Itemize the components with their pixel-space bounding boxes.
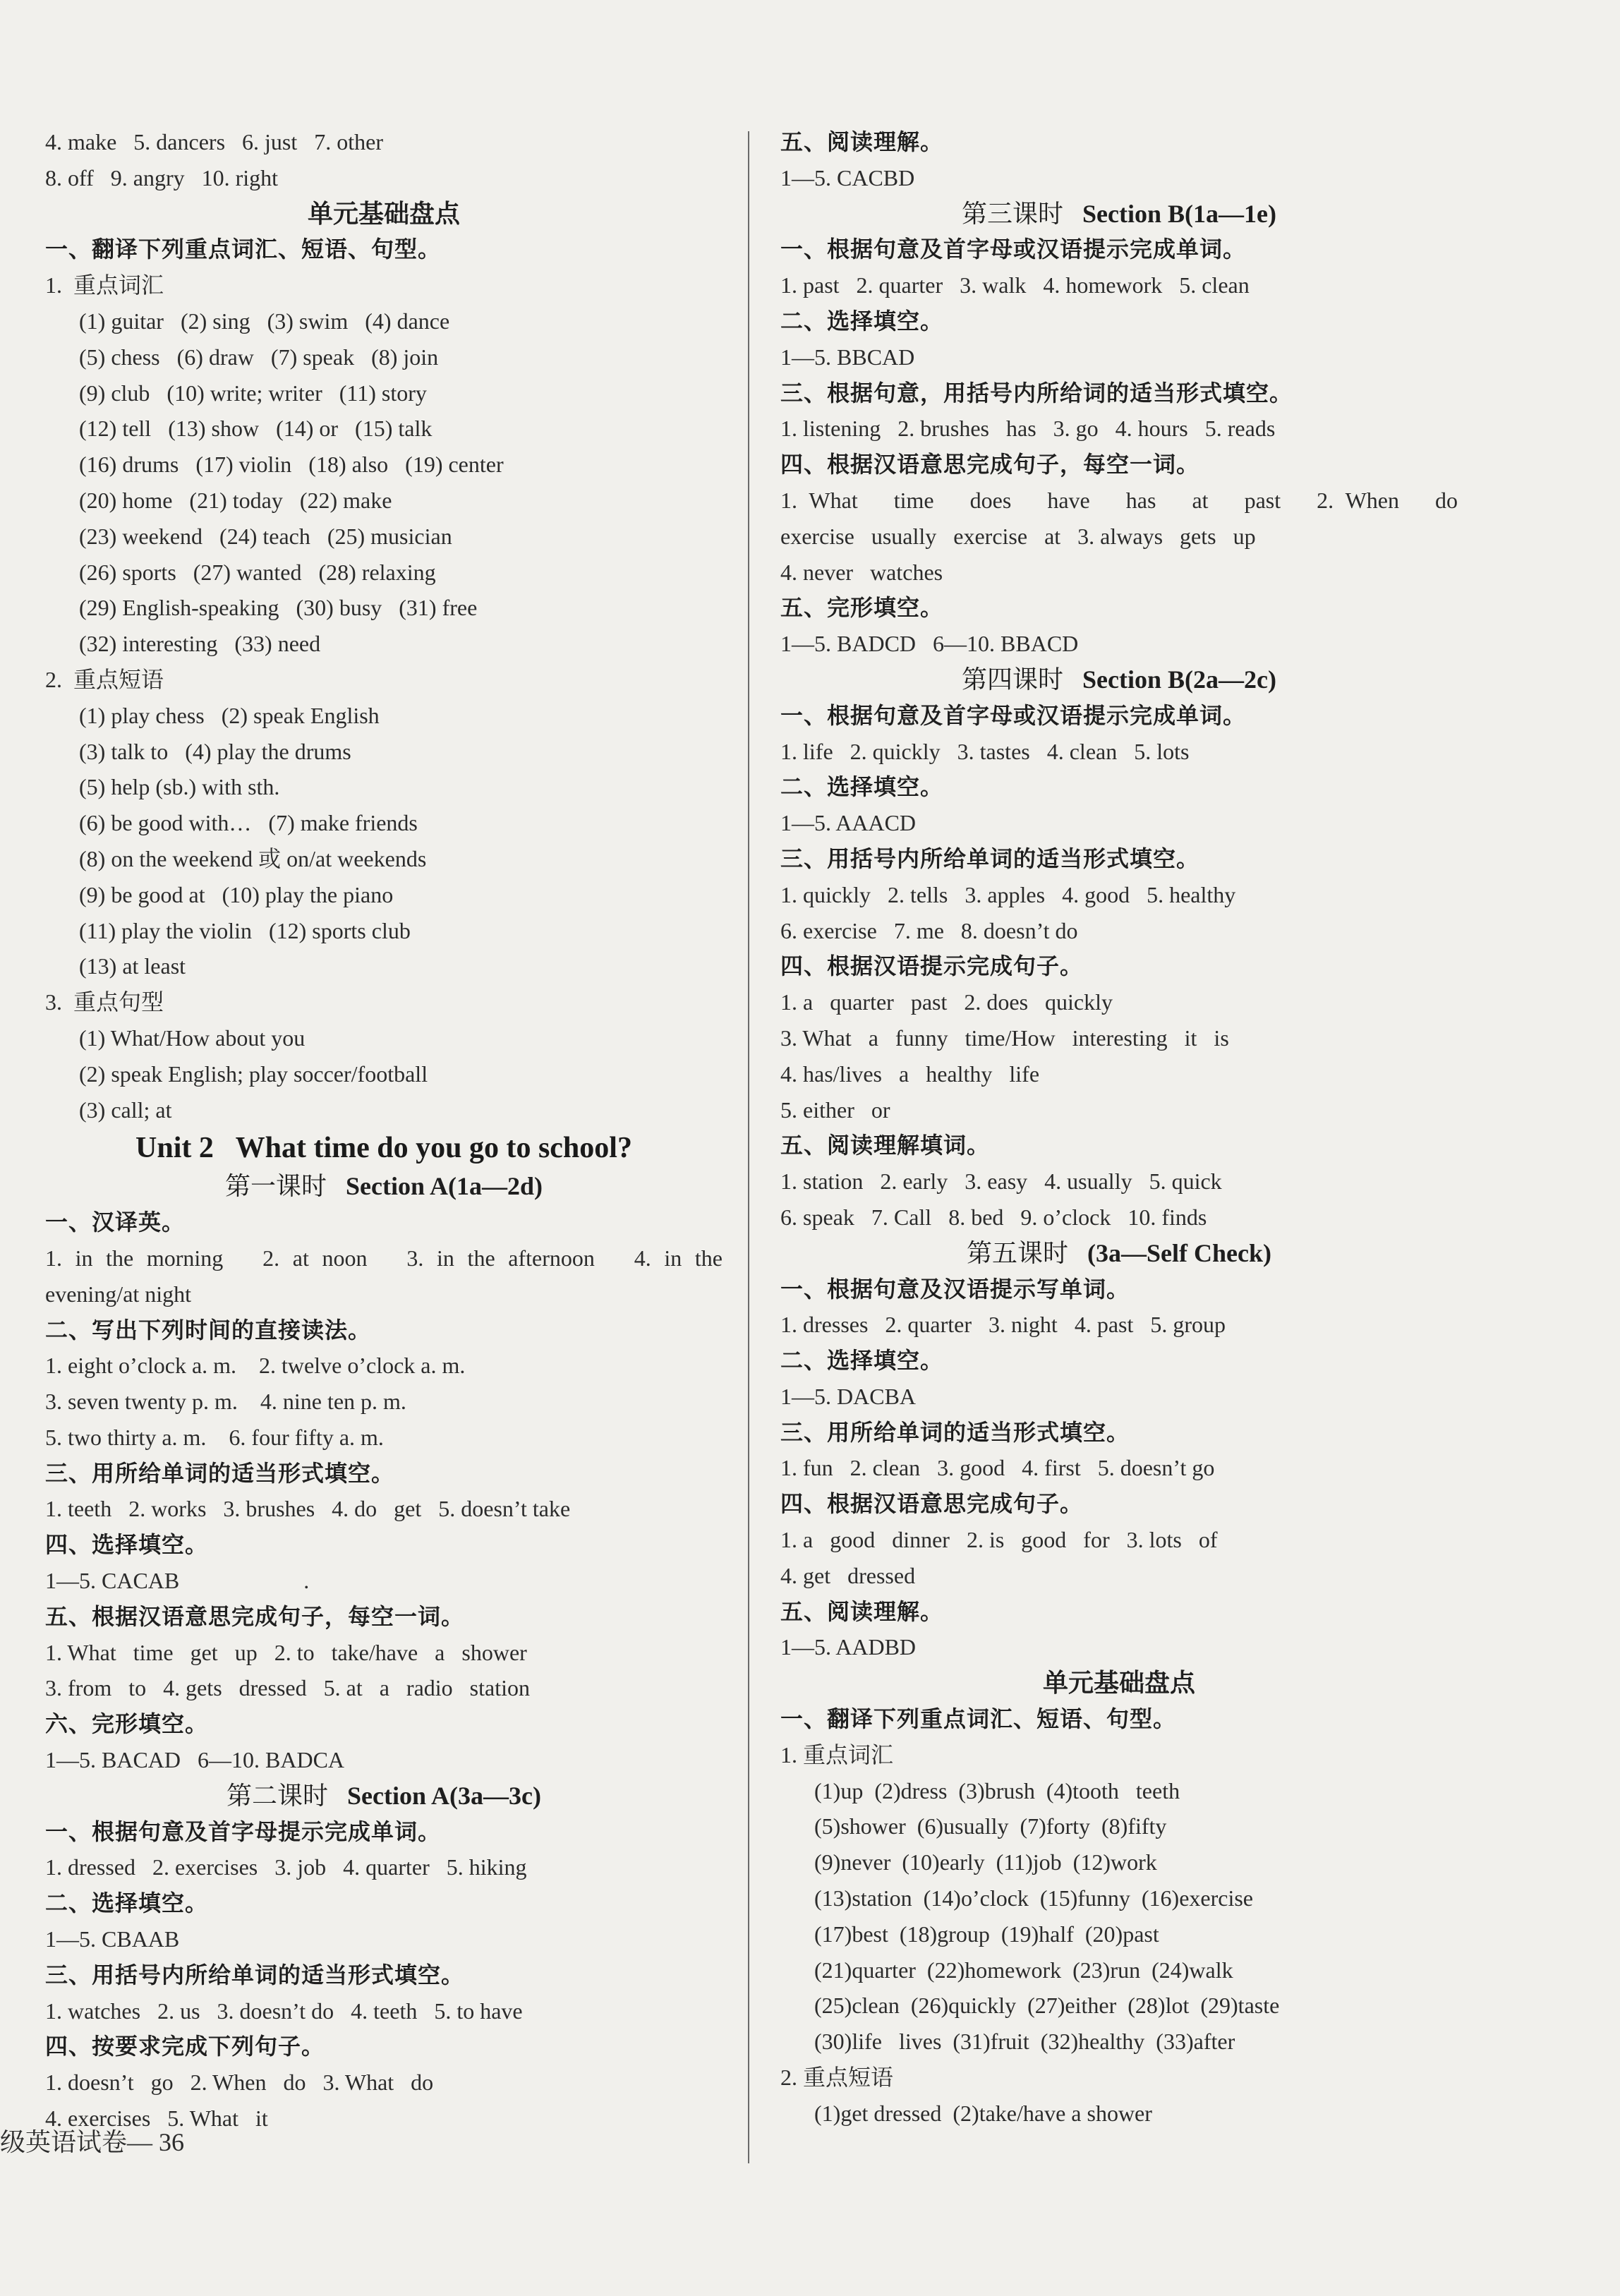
answer-line: 1. watches 2. us 3. doesn’t do 4. teeth 5. to have	[45, 1998, 523, 2024]
lesson-section: Section B(2a—2c)	[1082, 665, 1276, 694]
answer-line-indented: (11) play the violin (12) sports club	[79, 917, 411, 943]
answer-line: 1. doesn’t go 2. When do 3. What do	[45, 2070, 434, 2096]
answer-line: 1—5. BADCD 6—10. BBACD	[780, 631, 1079, 657]
answer-line: 4. get dressed	[780, 1562, 916, 1588]
answer-line-indented: (5)shower (6)usually (7)forty (8)fifty	[814, 1813, 1167, 1839]
answer-line-indented: (29) English-speaking (30) busy (31) free	[79, 595, 478, 621]
answer-line-indented: (1) What/How about you	[79, 1025, 306, 1051]
answer-line: 6. speak 7. Call 8. bed 9. o’clock 10. finds	[780, 1204, 1207, 1230]
answer-line-indented: (1) play chess (2) speak English	[79, 702, 380, 728]
section-heading: 三、根据句意，用括号内所给词的适当形式填空。	[780, 380, 1293, 406]
answer-line: 8. off 9. angry 10. right	[45, 164, 279, 191]
section-heading: 五、根据汉语意思完成句子，每空一词。	[45, 1603, 465, 1629]
answer-line: 1—5. BACAD 6—10. BADCA	[45, 1747, 345, 1773]
answer-line: 1. teeth 2. works 3. brushes 4. do get 5. doesn’t take	[45, 1496, 571, 1522]
answer-line-indented: (2) speak English; play soccer/football	[79, 1061, 428, 1087]
answer-line-indented: (1)get dressed (2)take/have a shower	[814, 2100, 1152, 2126]
lesson-section: Section A(1a—2d)	[346, 1172, 543, 1201]
lesson-title	[45, 1168, 723, 1204]
section-heading: 四、根据汉语提示完成句子。	[780, 953, 1084, 979]
lesson-number: 第三课时	[962, 199, 1083, 228]
answer-line: 6. exercise 7. me 8. doesn’t do	[780, 917, 1078, 943]
answer-line: 2. 重点短语	[45, 666, 164, 692]
lesson-section: Section B(1a—1e)	[1082, 199, 1276, 228]
section-heading: 二、写出下列时间的直接读法。	[45, 1317, 372, 1343]
lesson-title	[780, 196, 1458, 232]
answer-line: 5. either or	[780, 1096, 890, 1123]
answer-line: 1. a good dinner 2. is good for 3. lots of	[780, 1527, 1218, 1553]
section-heading: 一、翻译下列重点词汇、短语、句型。	[780, 1706, 1177, 1732]
section-heading: 二、选择填空。	[780, 308, 944, 334]
answer-line-indented: (13) at least	[79, 953, 186, 979]
answer-line: 5. two thirty a. m. 6. four fifty a. m.	[45, 1424, 384, 1450]
unit-review-title: 单元基础盘点	[1042, 1669, 1195, 1698]
answer-line: 4. never watches	[780, 559, 943, 585]
answer-line: 1. fun 2. clean 3. good 4. first 5. doesn’t go	[780, 1455, 1215, 1481]
answer-line-indented: (3) talk to (4) play the drums	[79, 738, 351, 764]
answer-line-indented: (21)quarter (22)homework (23)run (24)walk	[814, 1957, 1233, 1983]
answer-line: 3. seven twenty p. m. 4. nine ten p. m.	[45, 1389, 406, 1415]
section-heading: 一、翻译下列重点词汇、短语、句型。	[45, 236, 442, 262]
section-heading: 四、选择填空。	[45, 1532, 209, 1558]
lesson-title	[780, 662, 1458, 698]
answer-line-indented: (8) on the weekend 或 on/at weekends	[79, 845, 427, 871]
section-heading: 一、根据句意及首字母提示完成单词。	[45, 1818, 442, 1844]
answer-line-indented: (26) sports (27) wanted (28) relaxing	[79, 559, 436, 585]
answer-line-indented: (1)up (2)dress (3)brush (4)tooth teeth	[814, 1777, 1180, 1803]
answer-line-indented: (5) help (sb.) with sth.	[79, 774, 280, 800]
section-heading: 二、选择填空。	[780, 1348, 944, 1374]
answer-line: 1. 重点词汇	[45, 272, 164, 298]
left-column	[45, 124, 723, 2137]
section-heading: 四、按要求完成下列句子。	[45, 2034, 325, 2060]
answer-line: 1. dressed 2. exercises 3. job 4. quarter 5. hiking	[45, 1854, 527, 1880]
section-heading: 五、阅读理解。	[780, 1598, 944, 1624]
lesson-title	[45, 1778, 723, 1814]
answer-line: evening/at night	[45, 1281, 192, 1307]
answer-line: 1—5. CACBD	[780, 164, 915, 191]
answer-line: 1. listening 2. brushes has 3. go 4. hours 5. reads	[780, 416, 1276, 442]
answer-line-indented: (3) call; at	[79, 1096, 172, 1123]
answer-line: 4. exercises 5. What it	[45, 2105, 268, 2132]
answer-line: 1—5. BBCAD	[780, 344, 915, 370]
lesson-number: 第四课时	[962, 665, 1083, 694]
answer-line-indented: (23) weekend (24) teach (25) musician	[79, 523, 452, 549]
column-divider	[748, 131, 749, 2163]
section-heading: 一、根据句意及汉语提示写单词。	[780, 1276, 1130, 1302]
section-heading: 五、阅读理解。	[780, 129, 944, 155]
lesson-section: Section A(3a—3c)	[347, 1781, 541, 1810]
answer-line-indented: (32) interesting (33) need	[79, 631, 321, 657]
answer-line: 1. in the morning 2. at noon 3. in the afternoon 4. in the	[45, 1245, 723, 1271]
lesson-number: 第一课时	[224, 1172, 346, 1201]
answer-line-indented: (9) club (10) write; writer (11) story	[79, 380, 427, 406]
answer-line-indented: (20) home (21) today (22) make	[79, 487, 392, 513]
answer-line: 1—5. DACBA	[780, 1383, 917, 1409]
lesson-number: 第五课时	[967, 1238, 1088, 1267]
answer-line: 1—5. AAACD	[780, 810, 917, 836]
answer-line: exercise usually exercise at 3. always gets up	[780, 523, 1256, 549]
section-heading: 三、用括号内所给单词的适当形式填空。	[45, 1962, 465, 1988]
unit-title: Unit 2 What time do you go to school?	[135, 1132, 632, 1165]
answer-line: 3. from to 4. gets dressed 5. at a radio station	[45, 1675, 530, 1701]
right-column	[780, 124, 1458, 2132]
unit-review-title: 单元基础盘点	[307, 199, 460, 228]
section-heading: 一、根据句意及首字母或汉语提示完成单词。	[780, 236, 1247, 262]
answer-line: 1. dresses 2. quarter 3. night 4. past 5. group	[780, 1312, 1226, 1338]
answer-line: 1. eight o’clock a. m. 2. twelve o’clock a. m.	[45, 1353, 466, 1379]
answer-line: 1. station 2. early 3. easy 4. usually 5. quick	[780, 1168, 1222, 1195]
section-heading: 四、根据汉语意思完成句子。	[780, 1491, 1084, 1517]
answer-line: 1. 重点词汇	[780, 1741, 894, 1768]
answer-line: 1. quickly 2. tells 3. apples 4. good 5. healthy	[780, 881, 1236, 907]
answer-line-indented: (6) be good with… (7) make friends	[79, 810, 418, 836]
answer-line-indented: (30)life lives (31)fruit (32)healthy (33)after	[814, 2029, 1235, 2055]
answer-line: 4. has/lives a healthy life	[780, 1061, 1040, 1087]
answer-line: 1. life 2. quickly 3. tastes 4. clean 5. lots	[780, 738, 1190, 764]
answer-line-indented: (9)never (10)early (11)job (12)work	[814, 1849, 1157, 1875]
answer-line-indented: (1) guitar (2) sing (3) swim (4) dance	[79, 308, 450, 334]
answer-line: 1—5. AADBD	[780, 1634, 917, 1660]
section-heading: 四、根据汉语意思完成句子，每空一词。	[780, 452, 1200, 478]
section-heading: 二、选择填空。	[780, 774, 944, 800]
answer-line-indented: (5) chess (6) draw (7) speak (8) join	[79, 344, 439, 370]
section-heading: 二、选择填空。	[45, 1890, 209, 1916]
section-heading: 六、完形填空。	[45, 1711, 209, 1737]
answer-line: 1. What time does have has at past 2. When do	[780, 487, 1458, 513]
answer-line: 1. What time get up 2. to take/have a shower	[45, 1639, 527, 1665]
section-heading: 一、汉译英。	[45, 1209, 186, 1235]
answer-line: 1. a quarter past 2. does quickly	[780, 989, 1113, 1015]
answer-line-indented: (16) drums (17) violin (18) also (19) center	[79, 452, 504, 478]
section-heading: 一、根据句意及首字母或汉语提示完成单词。	[780, 702, 1247, 728]
lesson-section: (3a—Self Check)	[1087, 1238, 1271, 1267]
section-heading: 三、用所给单词的适当形式填空。	[45, 1460, 395, 1486]
lesson-number: 第二课时	[226, 1781, 348, 1810]
section-heading: 三、用括号内所给单词的适当形式填空。	[780, 845, 1200, 871]
section-heading: 五、完形填空。	[780, 595, 944, 621]
answer-line-indented: (13)station (14)o’clock (15)funny (16)exercise	[814, 1885, 1253, 1911]
answer-line-indented: (25)clean (26)quickly (27)either (28)lot (29)taste	[814, 1993, 1280, 2019]
section-heading: 五、阅读理解填词。	[780, 1132, 991, 1159]
section-heading: 三、用所给单词的适当形式填空。	[780, 1419, 1130, 1445]
answer-line-indented: (12) tell (13) show (14) or (15) talk	[79, 416, 433, 442]
answer-line: 1. past 2. quarter 3. walk 4. homework 5. clean	[780, 272, 1250, 298]
answer-line: 3. 重点句型	[45, 989, 164, 1015]
answer-line: 2. 重点短语	[780, 2065, 894, 2091]
page-footer: 级英语试卷— 36	[0, 2128, 185, 2156]
answer-line-indented: (9) be good at (10) play the piano	[79, 881, 394, 907]
answer-line: 4. make 5. dancers 6. just 7. other	[45, 129, 383, 155]
lesson-title	[780, 1235, 1458, 1271]
answer-line: 1—5. CACAB .	[45, 1568, 310, 1594]
answer-line: 1—5. CBAAB	[45, 1926, 180, 1952]
answer-line: 3. What a funny time/How interesting it is	[780, 1025, 1229, 1051]
answer-line-indented: (17)best (18)group (19)half (20)past	[814, 1921, 1159, 1947]
